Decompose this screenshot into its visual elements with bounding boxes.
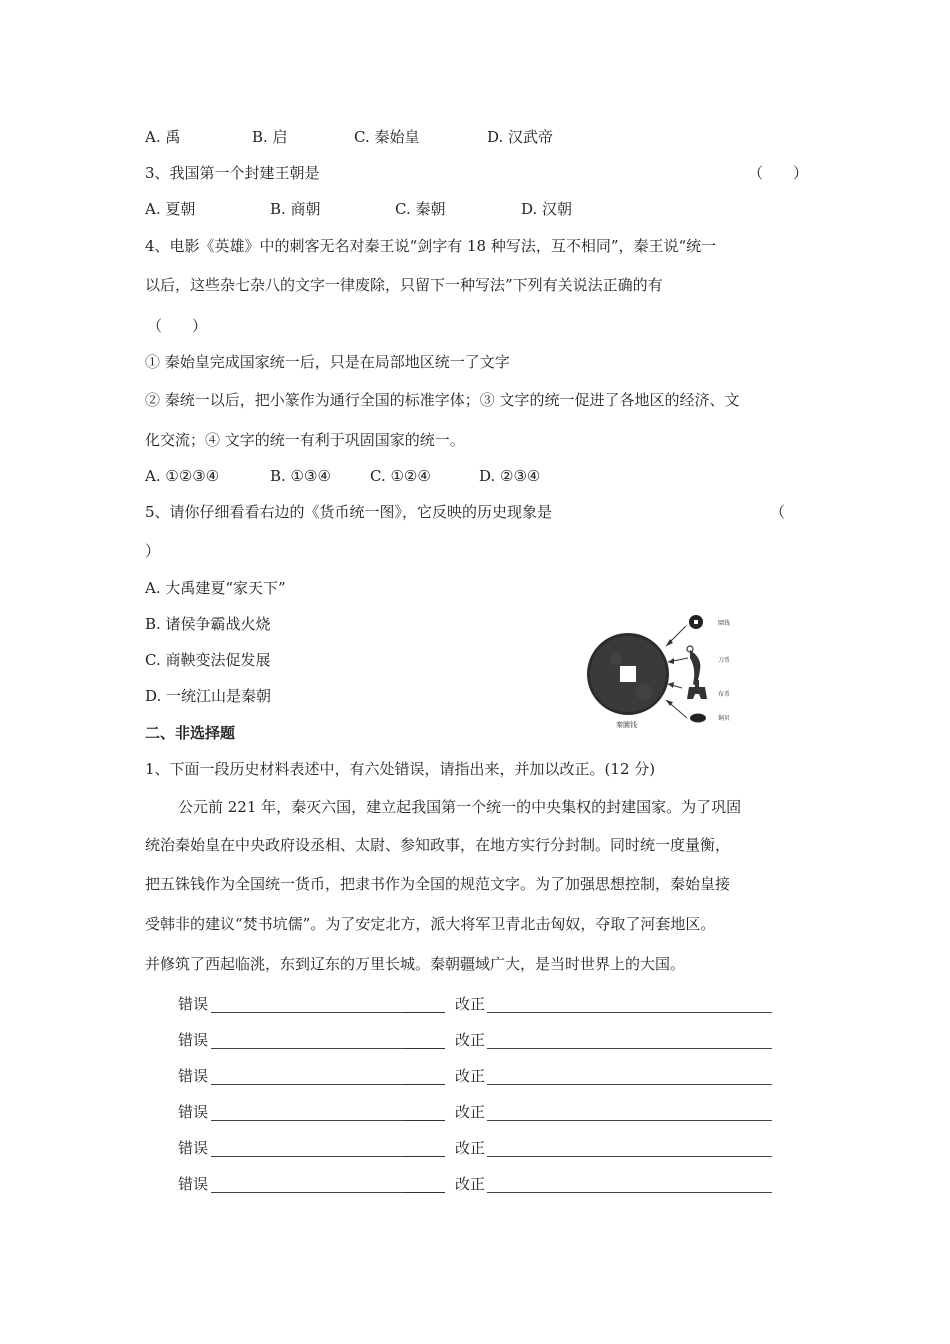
fix-blank[interactable] — [487, 1191, 772, 1193]
error-blank[interactable] — [211, 1155, 404, 1157]
q2-option-d: D. 汉武帝 — [487, 128, 554, 146]
q3-stem: 3、我国第一个封建王朝是 — [145, 164, 320, 182]
fix-label: 改正 — [455, 1139, 486, 1157]
currency-figure-svg — [586, 604, 816, 730]
fix-blank[interactable] — [487, 1155, 772, 1157]
q4-stem-line1: 4、电影《英雄》中的刺客无名对秦王说“剑字有 18 种写法，互不相同”，秦王说“统一 — [145, 237, 717, 255]
spade-coin-label: 布币 — [718, 691, 731, 698]
knife-coin-label: 刀币 — [718, 657, 731, 664]
error-blank[interactable] — [211, 1011, 404, 1013]
q3-option-b: B. 商朝 — [270, 200, 321, 218]
passage-line-1: 公元前 221 年，秦灭六国，建立起我国第一个统一的中央集权的封建国家。为了巩固 — [178, 798, 742, 816]
cowrie-coin-label: 铜贝 — [718, 715, 731, 722]
q2-option-b: B. 启 — [252, 128, 288, 146]
error-blank[interactable] — [211, 1191, 404, 1193]
fix-label: 改正 — [455, 1067, 486, 1085]
error-blank[interactable] — [211, 1047, 404, 1049]
error-label: 错误 — [178, 1031, 209, 1049]
error-blank-end — [404, 1191, 445, 1193]
fix-blank[interactable] — [487, 1047, 772, 1049]
passage-line-3: 把五铢钱作为全国统一货币，把隶书作为全国的规范文字。为了加强思想控制，秦始皇接 — [145, 875, 731, 893]
error-blank[interactable] — [211, 1119, 404, 1121]
error-blank-end — [404, 1011, 445, 1013]
q4-option-b: B. ①③④ — [270, 467, 331, 485]
round-coin-small-image — [689, 615, 703, 629]
q4-option-c: C. ①②④ — [370, 467, 431, 485]
error-label: 错误 — [178, 995, 209, 1013]
cowrie-coin-image — [690, 714, 706, 723]
q2-option-a: A. 禹 — [145, 128, 181, 146]
section-heading: 二、非选择题 — [145, 724, 236, 742]
qin-coin-caption: 秦圜钱 — [616, 721, 637, 729]
round-coin-label: 圜钱 — [718, 620, 731, 627]
error-blank[interactable] — [211, 1083, 404, 1085]
q3-answer-paren: （ ） — [748, 164, 809, 182]
currency-unification-figure — [586, 604, 816, 730]
q4-item-1: ① 秦始皇完成国家统一后，只是在局部地区统一了文字 — [145, 353, 510, 371]
error-blank-end — [404, 1083, 445, 1085]
q5-option-d: D. 一统江山是秦朝 — [145, 687, 272, 705]
error-label: 错误 — [178, 1139, 209, 1157]
passage-line-2: 统治秦始皇在中央政府设丞相、太尉、参知政事，在地方实行分封制。同时统一度量衡， — [145, 836, 731, 854]
q3-option-c: C. 秦朝 — [395, 200, 446, 218]
q4-item-2: ② 秦统一以后，把小篆作为通行全国的标准字体；③ 文字的统一促进了各地区的经济、文 — [145, 391, 740, 409]
fix-label: 改正 — [455, 995, 486, 1013]
q5-stem: 5、请你仔细看看右边的《货币统一图》，它反映的历史现象是 — [145, 503, 553, 521]
q5-option-a: A. 大禹建夏“家天下” — [145, 579, 286, 597]
error-label: 错误 — [178, 1067, 209, 1085]
q3-option-d: D. 汉朝 — [521, 200, 573, 218]
q3-option-a: A. 夏朝 — [145, 200, 196, 218]
q4-option-a: A. ①②③④ — [145, 467, 220, 485]
q4-answer-paren: （ ） — [147, 317, 208, 335]
q4-stem-line2: 以后，这些杂七杂八的文字一律废除，只留下一种写法”下列有关说法正确的有 — [145, 276, 663, 294]
fix-blank[interactable] — [487, 1083, 772, 1085]
error-blank-end — [404, 1047, 445, 1049]
q5-option-b: B. 诸侯争霸战火烧 — [145, 615, 271, 633]
qin-round-coin-image — [587, 633, 669, 715]
spade-coin-image — [687, 680, 707, 699]
passage-line-4: 受韩非的建议“焚书坑儒”。为了安定北方，派大将军卫青北击匈奴，夺取了河套地区。 — [145, 915, 716, 933]
fix-label: 改正 — [455, 1103, 486, 1121]
passage-line-5: 并修筑了西起临洮，东到辽东的万里长城。秦朝疆域广大，是当时世界上的大国。 — [145, 955, 686, 973]
q5-paren-open: （ — [770, 503, 786, 521]
q5-option-c: C. 商鞅变法促发展 — [145, 651, 271, 669]
error-blank-end — [404, 1119, 445, 1121]
q2-option-c: C. 秦始皇 — [354, 128, 420, 146]
fix-blank[interactable] — [487, 1119, 772, 1121]
fix-label: 改正 — [455, 1175, 486, 1193]
fix-label: 改正 — [455, 1031, 486, 1049]
error-label: 错误 — [178, 1103, 209, 1121]
error-label: 错误 — [178, 1175, 209, 1193]
s2-q1-stem: 1、下面一段历史材料表述中，有六处错误，请指出来，并加以改正。(12 分) — [145, 760, 656, 778]
error-blank-end — [404, 1155, 445, 1157]
fix-blank[interactable] — [487, 1011, 772, 1013]
q4-option-d: D. ②③④ — [479, 467, 541, 485]
q5-paren-close: ） — [145, 542, 161, 560]
q4-item-3: 化交流；④ 文字的统一有利于巩固国家的统一。 — [145, 431, 465, 449]
